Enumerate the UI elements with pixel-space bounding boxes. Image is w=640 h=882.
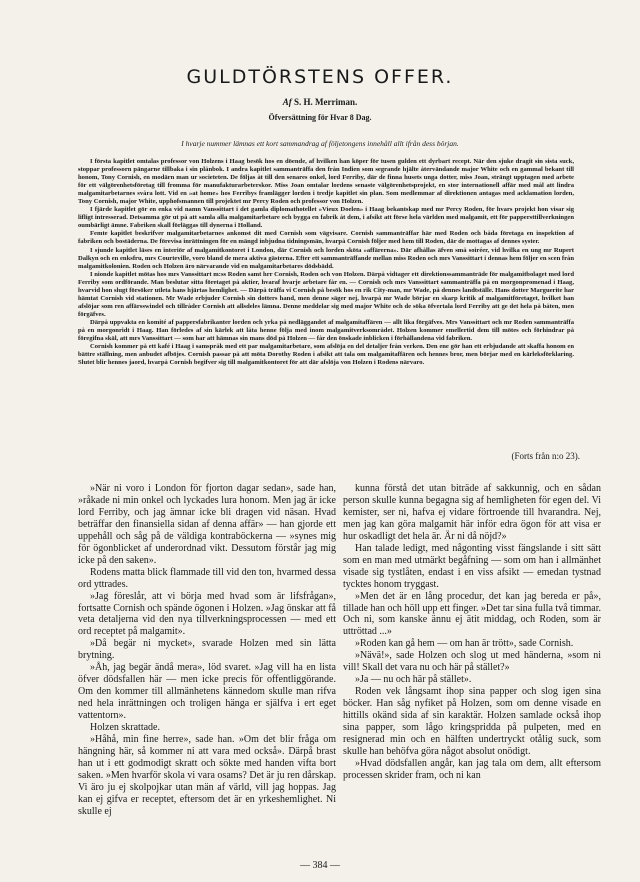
summary-paragraph: I fjärde kapitlet gör en enka vid namn Vanssittart i det gamla diplomathotellet »Vieux Doelen» i Haag bekantskap med mr Percy Roden, för hvars projekt hon visar sig lifligt intresserad. Detsamma gör ut på att samla alla malgamitarbetare och bygga en fabrik åt dem, i afsikt att förse hela världen med malgamit, ett för pappersttillverkningen oumbärligt ämne. Fabriken skall förläggas till dynerna i Holland.	[78, 206, 574, 230]
body-paragraph: Han talade ledigt, med någonting visst fängslande i sitt sätt som en man med utmärkt begåfning — som om han i allmänhet visade sig tystlåten, endast i en viss afsikt — emedan tystnad tycktes honom tryggast.	[343, 542, 601, 590]
body-paragraph: kunna förstå det utan biträde af sakkunnig, och en sådan person skulle kunna begagna sig af hemligheten för egen del. Vi kemister, ser ni, hafva ej vidare förtroende till hvarandra. Nej, men jag kan göra malgamit här inför edra ögon för att visa er hur oskadligt det hela är. Är ni då nöjd?»	[343, 483, 601, 542]
byline-prefix: Af	[282, 97, 292, 107]
continuation-note: (Forts från n:o 23).	[511, 451, 580, 461]
byline	[0, 97, 640, 107]
body-paragraph: »Roden kan gå hem — om han är trött», sade Cornish.	[355, 638, 574, 650]
body-paragraph: »Men det är en lång procedur, det kan jag bereda er på», tillade han och höll upp ett finger. »Det tar sina fulla två timmar. Och ni, som kanske ännu ej ätit middag, och Roden, som är uttröttad ...»	[343, 590, 601, 638]
body-paragraph: Rodens matta blick flammade till vid den ton, hvarmed dessa ord yttrades.	[78, 566, 336, 590]
summary-intro: I hvarje nummer lämnas ett kort sammandrag af följetongens innehåll allt ifrån dess början.	[181, 139, 459, 148]
body-paragraph: »När ni voro i London för fjorton dagar sedan», sade han, »råkade ni min onkel och lyckades lura honom. Men jag är icke lord Ferriby, och jag ämnar icke bli dragen vid näsan. Hvad beträffar den finansiella sidan af denna affär» — han gjorde ett uppehåll och såg på de väldiga kontraböckerna — »synes mig för ögonblicket af underordnad vikt. Dessutom förstår jag mig icke på den saken».	[78, 483, 336, 566]
body-paragraph: »Ja — nu och här på stället».	[355, 674, 472, 686]
summary-paragraph: I nionde kapitlet mötas hos mrs Vanssittart m:ss Roden samt hrr Cornish, Roden och von Holzen. Därpå vidtager ett direktionssammanträde för malgamitbolaget med lord Ferriby som ordförande. Man beslutar sitta företaget på aktier, hvaraf hvarje arbetare får en. — Cornish och mrs Vanssittart sammanträffa på en morgonpromenad i Haag, hvarvid hon slugt försöker utleta hans hjärtas hemlighet. — Därpå träffa vi Cornish på besök hos en rik City-man, mr Wade, på dennes landtställe. Hans dotter Marguerite har hämtat Cornish vid stationen. Mr Wade erbjuder Cornish sin dotters hand, men denne säger nej, hvarpå mr Wade börjar en skarp kritik af malgamitföretaget, hvilket han afslöjar som ren affärsswindel och tillråder Cornish att allsdeles lämna. Denne meddelar sig med major White och de söka öfvertala lord Ferriby att ge det hela på båten, men förgäfves.	[78, 270, 574, 318]
text-column-left	[78, 483, 336, 818]
body-paragraph: »Håhå, min fine herre», sade han. »Om det blir fråga om hängning här, så kommer ni att vara med också». Därpå brast han ut i ett godmodigt skratt och sökte med handen vifta bort saken. »Men hvarför skola vi vara osams? Det är ju ren dårskap. Vi äro ju ej skolpojkar utan män af värld, vill jag hoppas. Jag kan ej gifva er receptet, eftersom det är en yrkeshemlighet. Ni skulle ej	[78, 734, 336, 817]
translation-note: Öfversättning för Hvar 8 Dag.	[268, 113, 372, 122]
body-paragraph: »Då begär ni mycket», svarade Holzen med sin lätta brytning.	[78, 638, 336, 662]
body-paragraph: »Åh, jag begär ändå mera», löd svaret. »Jag vill ha en lista öfver dödsfallen här — men icke precis för offentliggörande. Om den kommer till allmänhetens kännedom skulle man rifva ned hela inrättningen och troligen hänga er själfva i ert eget vattentorn».	[78, 662, 336, 722]
body-paragraph: »Nävä!», sade Holzen och slog ut med händerna, »som ni vill! Skall det vara nu och här på stället?»	[343, 650, 601, 674]
text-column-right	[343, 483, 601, 782]
body-paragraph: Roden vek långsamt ihop sina papper och slog igen sina böcker. Han såg nyfiket på Holzen, som om denne visade en hittills okänd sida af sin karaktär. Holzen samlade också ihop sina papper, som lågo kringspridda på pulpeten, med en resignerad min och en hälften undertryckt otålig suck, som skulle han behöfva göra något absolut onödigt.	[343, 686, 601, 757]
body-paragraph: »Hvad dödsfallen angår, kan jag tala om dem, allt eftersom processen skrider fram, och ni kan	[343, 757, 601, 781]
body-paragraph: »Jag föreslår, att vi börja med hvad som är lifsfrågan», fortsatte Cornish och spände ögonen i Holzen. »Jag önskar att få veta detaljerna vid den nya tillverkningsprocessen — med ett ord receptet på malgamit».	[78, 590, 336, 638]
summary-block	[78, 158, 574, 367]
summary-paragraph: Femte kapitlet beskrifver malgamitarbetarnes ankomst dit med Cornish som vägvisare. Cornish sammanträffar här med Roden och båda företaga en inspektion af fabriken och bostäderna. De förevisa inrättningen för en mängd inbjudna tidningsmän, hvarpå Cornish följer med hem till Roden, där de mottagas af dennes syster.	[78, 230, 574, 246]
byline-author: S. H. Merriman.	[294, 97, 358, 107]
page-number: — 384 —	[300, 860, 340, 871]
summary-paragraph: I sjunde kapitlet läses en interiör af malgamitkontoret i London, där Cornish och lorden sköta »affärerna». Där afhållas äfven små soiréer, vid hvilka en ung mr Rupert Dalkyn och en enksfru, mrs Courteville, voro bland de mera aktiva gästerna. Efter ett sammanträffande mellan miss Roden och mrs Vanssittart i dennas hem följer en scen från malgamitkolonien. Roden och Holzen äro närvarande vid en malgamitarbetares dödsbädd.	[78, 246, 574, 270]
summary-paragraph: I första kapitlet omtalas professor von Holzens i Haag besök hos en döende, af hvilken han köper för tusen gulden ett dyrbart recept. När den sjuke dragit sin sista suck, stoppar professorn pängarne tillbaka i sin plånbok. I andra kapitlet sammanträffa den från Indien som segrande hjälte återvändande major White och en gammal bekant till honom, Tony Cornish, en modärn man ur societeten. De följas åt till den senares onkel, lord Ferriby, där de finna husets unga dotter, miss Joan, strängt upptagen med arbete för ett välgörenhetsföretag till fromma för manufakturarbeterskor. Miss Joan omtalar lordens senaste välgörenhetsprojekt, en stor internationell affär med mål att lindra malgamitarbetarnes svåra lott. Vid en »at home» hos Ferribys framlägger lorden i tredje kapitlet sin plan. Som medlemmar af direktionen antagas med acklamation lorden, Tony Cornish, major White, upphofsmannen till projektet mr Percy Roden och professor von Holzen.	[78, 158, 574, 206]
summary-paragraph: Därpå uppvakta en komité af pappersfabrikanter lorden och yrka på nedläggandet af malgamitaffären — allt lika förgäfves. Mrs Vanssittart och mr Roden sammanträffa på en morgonridt i Haag. Han förledes af sin kärlek att låta henne följa med inom malgamitverksområdet. Holzen kommer emellertid dem till mötes och förhindrar på föregifna skäl, att mrs Vanssittart — som har att hämnas sin mans död på Holzen — får den önskade inblicken i förhållandena vid fabriken.	[78, 318, 574, 343]
body-paragraph: Holzen skrattade.	[90, 722, 160, 734]
article-title: GULDTÖRSTENS OFFER.	[186, 66, 454, 88]
summary-paragraph: Cornish kommer på ett kafé i Haag i samspråk med ett par malgamitarbetare, som afslöja en del detaljer från verken. Den ene gör han ett erbjudande att skaffa honom en bättre ställning, men anbudet afböjes. Cornish passar på att möta Dorothy Roden i afsikt att tala om malgamitaffären och hennes bror, men börjar med en kärleksförklaring. Slutet blir hennes jaord, hvarpå Cornish begifver sig till malgamitkontoret för att där afslöja von Holzen i Rodens närvaro.	[78, 343, 574, 367]
